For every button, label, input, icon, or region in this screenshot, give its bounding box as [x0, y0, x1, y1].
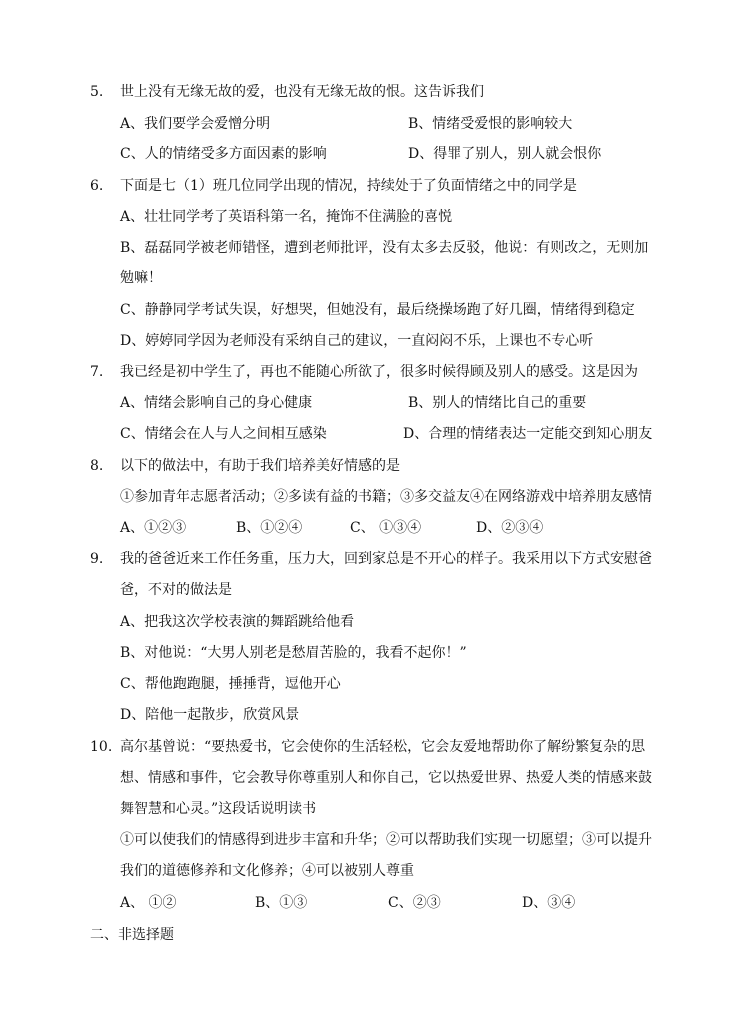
- option-b: B、①③: [255, 895, 308, 911]
- option-d: D、②③④: [476, 520, 544, 536]
- question-stem-choices: ①参加青年志愿者活动；②多读有益的书籍；③多交益友④在网络游戏中培养朋友感情: [120, 489, 652, 505]
- option-d: D、陪他一起散步，欣赏风景: [120, 707, 300, 723]
- option-d: D、得罪了别人，别人就会恨你: [408, 146, 602, 162]
- option-c: C、②③: [388, 895, 441, 911]
- option-b: B、对他说：“大男人别老是愁眉苦脸的，我看不起你！”: [120, 645, 467, 661]
- question-stem-continued: 爸，不对的做法是: [120, 582, 232, 598]
- question-stem-choices: ①可以使我们的情感得到进步丰富和升华；②可以帮助我们实现一切愿望；③可以提升: [120, 832, 652, 848]
- option-b: B、①②④: [236, 520, 303, 536]
- question-number: 6.: [90, 178, 104, 194]
- option-b: B、情绪受爱恨的影响较大: [408, 116, 573, 132]
- question-number: 5.: [90, 84, 104, 100]
- question-stem: 下面是七（1）班几位同学出现的情况，持续处于了负面情绪之中的同学是: [120, 178, 577, 194]
- option-a: A、我们要学会爱憎分明: [120, 116, 271, 132]
- option-c: C、人的情绪受多方面因素的影响: [120, 146, 327, 162]
- option-a: A、 ①②: [120, 895, 177, 911]
- option-d: D、③④: [522, 895, 576, 911]
- option-c: C、 ①③④: [350, 520, 422, 536]
- option-d: D、合理的情绪表达一定能交到知心朋友: [403, 426, 653, 442]
- question-stem-continued: 想、情感和事件，它会教导你尊重别人和你自己，它以热爱世界、热爱人类的情感来鼓: [120, 770, 652, 786]
- option-d: D、婷婷同学因为老师没有采纳自己的建议，一直闷闷不乐，上课也不专心听: [120, 333, 594, 349]
- question-stem-choices-continued: 我们的道德修养和文化修养；④可以被别人尊重: [120, 863, 414, 879]
- option-a: A、壮壮同学考了英语科第一名，掩饰不住满脸的喜悦: [120, 209, 453, 225]
- option-c: C、情绪会在人与人之间相互感染: [120, 426, 327, 442]
- option-c: C、帮他跑跑腿，捶捶背，逗他开心: [120, 676, 341, 692]
- question-stem: 我已经是初中学生了，再也不能随心所欲了，很多时候得顾及别人的感受。这是因为: [120, 364, 638, 380]
- question-number: 10.: [90, 739, 113, 755]
- option-a: A、情绪会影响自己的身心健康: [120, 395, 313, 411]
- question-stem-continued: 舞智慧和心灵。”这段话说明读书: [120, 801, 317, 817]
- question-stem: 我的爸爸近来工作任务重，压力大，回到家总是不开心的样子。我采用以下方式安慰爸: [120, 551, 652, 567]
- question-stem: 高尔基曾说：“要热爱书，它会使你的生活轻松，它会友爱地帮助你了解纷繁复杂的思: [120, 739, 646, 755]
- option-c: C、静静同学考试失误，好想哭，但她没有，最后绕操场跑了好几圈，情绪得到稳定: [120, 302, 635, 318]
- option-a: A、①②③: [120, 520, 187, 536]
- question-stem: 以下的做法中，有助于我们培养美好情感的是: [120, 458, 400, 474]
- section-title: 二、非选择题: [90, 927, 174, 943]
- question-number: 9.: [90, 551, 104, 567]
- question-number: 8.: [90, 458, 104, 474]
- option-b: B、别人的情绪比自己的重要: [408, 395, 587, 411]
- question-number: 7.: [90, 364, 104, 380]
- option-b-continued: 勉嘛！: [120, 270, 162, 286]
- option-b: B、磊磊同学被老师错怪，遭到老师批评，没有太多去反驳，他说：有则改之，无则加: [120, 240, 649, 256]
- option-a: A、把我这次学校表演的舞蹈跳给他看: [120, 614, 355, 630]
- question-stem: 世上没有无缘无故的爱，也没有无缘无故的恨。这告诉我们: [120, 84, 484, 100]
